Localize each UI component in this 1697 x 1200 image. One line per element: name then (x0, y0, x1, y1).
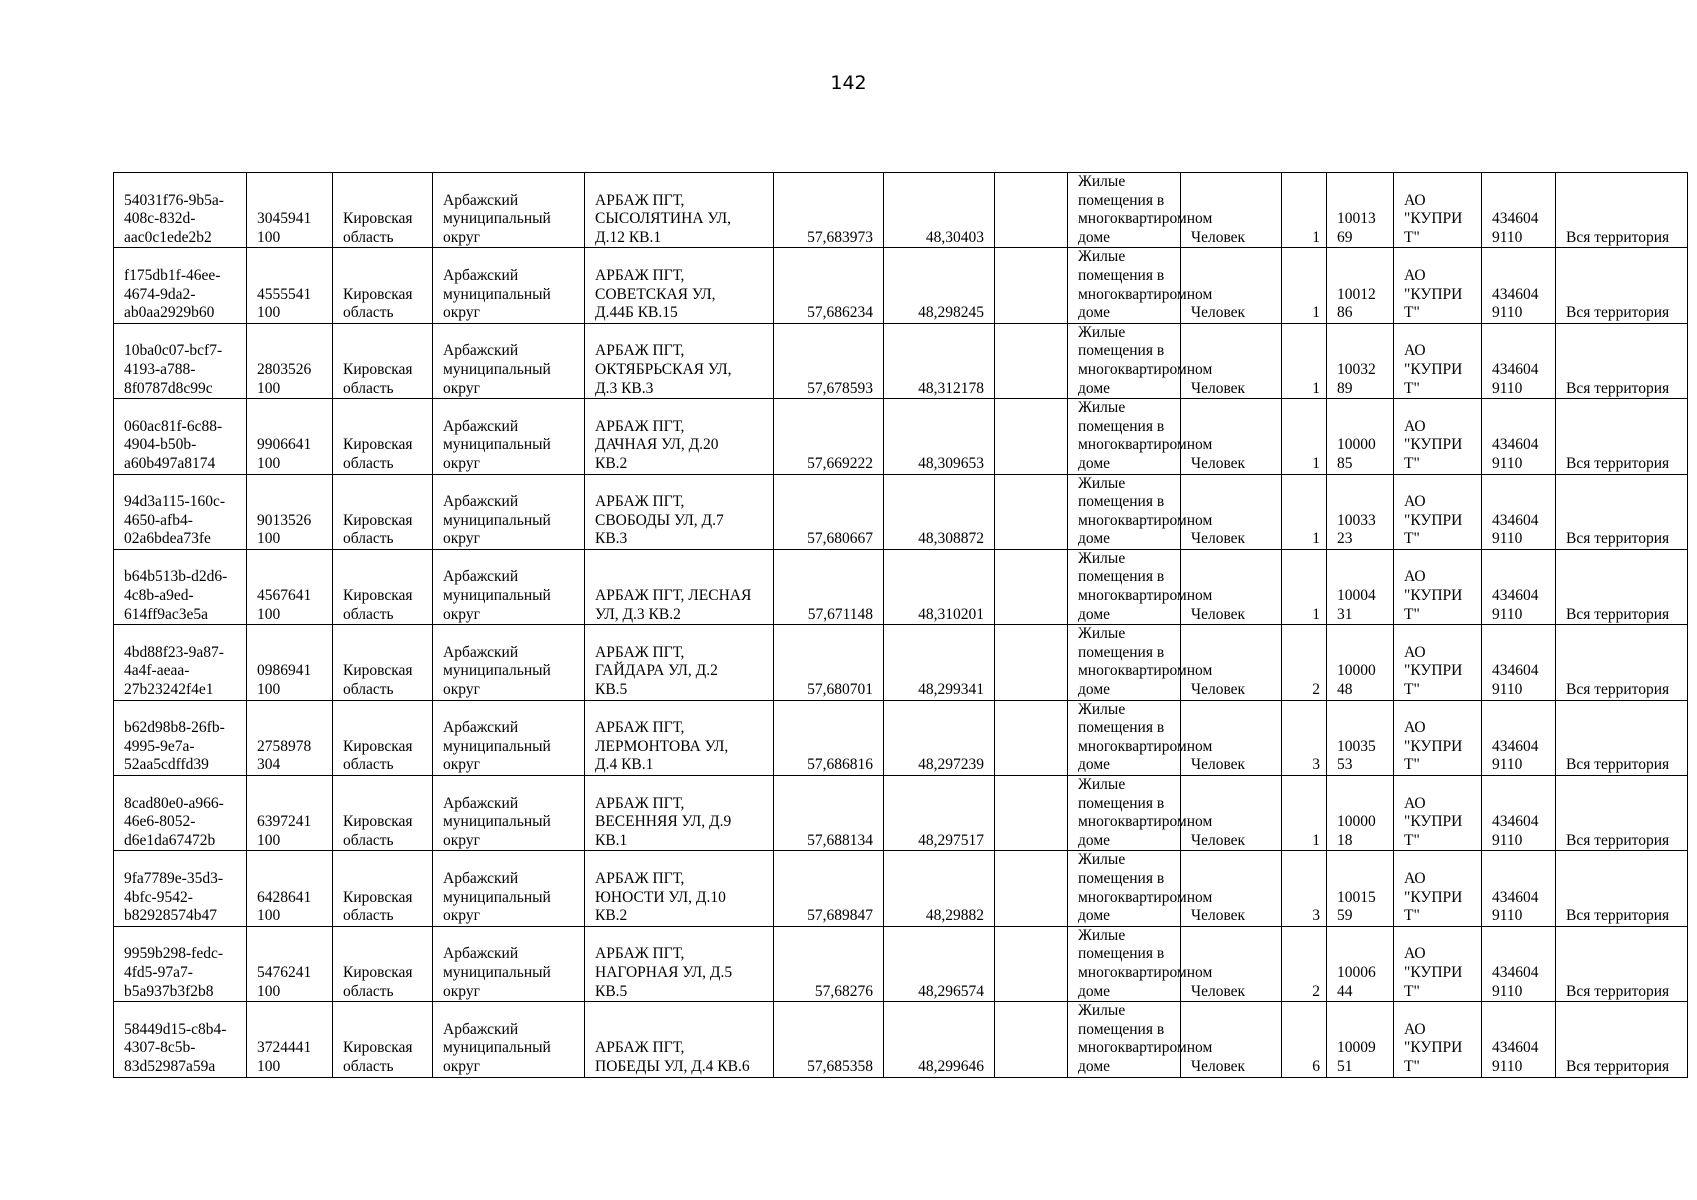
territory-cell: Вся территория (1556, 926, 1688, 1001)
code-cell: 9906641 100 (247, 399, 333, 474)
unit-cell: Человек (1181, 776, 1282, 851)
latitude-cell: 57,685358 (774, 1002, 884, 1077)
table-row (114, 399, 1688, 474)
code-cell: 2803526 100 (247, 323, 333, 398)
record-id-cell: 060ac81f-6c88- 4904-b50b- a60b497a8174 (114, 399, 247, 474)
unit-cell: Человек (1181, 323, 1282, 398)
region-cell: Кировская область (333, 1002, 433, 1077)
district-cell: Арбажский муниципальный округ (433, 776, 585, 851)
premises-type-cell: Жилые помещения в многоквартиромном доме (1068, 474, 1181, 549)
organization-cell: АО "КУПРИ Т" (1394, 323, 1482, 398)
empty-cell (995, 474, 1068, 549)
count-cell: 2 (1282, 926, 1327, 1001)
number-cell: 10000 48 (1327, 625, 1394, 700)
latitude-cell: 57,688134 (774, 776, 884, 851)
empty-cell (995, 248, 1068, 323)
record-id-cell: b62d98b8-26fb- 4995-9e7a- 52aa5cdffd39 (114, 700, 247, 775)
record-id-cell: 94d3a115-160c- 4650-afb4- 02a6bdea73fe (114, 474, 247, 549)
district-cell: Арбажский муниципальный округ (433, 399, 585, 474)
premises-type-cell: Жилые помещения в многоквартиромном доме (1068, 549, 1181, 624)
region-cell: Кировская область (333, 248, 433, 323)
longitude-cell: 48,310201 (884, 549, 995, 624)
number-cell: 10009 51 (1327, 1002, 1394, 1077)
address-cell: АРБАЖ ПГТ, ГАЙДАРА УЛ, Д.2 КВ.5 (585, 625, 774, 700)
longitude-cell: 48,296574 (884, 926, 995, 1001)
code-cell: 4555541 100 (247, 248, 333, 323)
latitude-cell: 57,68276 (774, 926, 884, 1001)
code-cell: 2758978 304 (247, 700, 333, 775)
district-cell: Арбажский муниципальный округ (433, 1002, 585, 1077)
address-cell: АРБАЖ ПГТ, ЮНОСТИ УЛ, Д.10 КВ.2 (585, 851, 774, 926)
count-cell: 1 (1282, 549, 1327, 624)
longitude-cell: 48,309653 (884, 399, 995, 474)
premises-type-cell: Жилые помещения в многоквартиромном доме (1068, 399, 1181, 474)
empty-cell (995, 926, 1068, 1001)
territory-cell: Вся территория (1556, 625, 1688, 700)
table-row (114, 926, 1688, 1001)
code-cell: 4567641 100 (247, 549, 333, 624)
latitude-cell: 57,689847 (774, 851, 884, 926)
organization-cell: АО "КУПРИ Т" (1394, 851, 1482, 926)
district-cell: Арбажский муниципальный округ (433, 323, 585, 398)
district-cell: Арбажский муниципальный округ (433, 549, 585, 624)
region-cell: Кировская область (333, 926, 433, 1001)
inn-cell: 434604 9110 (1482, 926, 1556, 1001)
code-cell: 6428641 100 (247, 851, 333, 926)
territory-cell: Вся территория (1556, 851, 1688, 926)
empty-cell (995, 625, 1068, 700)
table-row (114, 700, 1688, 775)
number-cell: 10006 44 (1327, 926, 1394, 1001)
record-id-cell: 9fa7789e-35d3- 4bfc-9542- b82928574b47 (114, 851, 247, 926)
record-id-cell: 4bd88f23-9a87- 4a4f-aeaa- 27b23242f4e1 (114, 625, 247, 700)
inn-cell: 434604 9110 (1482, 549, 1556, 624)
inn-cell: 434604 9110 (1482, 474, 1556, 549)
record-id-cell: f175db1f-46ee- 4674-9da2- ab0aa2929b60 (114, 248, 247, 323)
table-row (114, 173, 1688, 248)
empty-cell (995, 323, 1068, 398)
address-cell: АРБАЖ ПГТ, ЛЕСНАЯ УЛ, Д.3 КВ.2 (585, 549, 774, 624)
longitude-cell: 48,308872 (884, 474, 995, 549)
district-cell: Арбажский муниципальный округ (433, 926, 585, 1001)
count-cell: 1 (1282, 399, 1327, 474)
count-cell: 1 (1282, 776, 1327, 851)
address-cell: АРБАЖ ПГТ, ВЕСЕННЯЯ УЛ, Д.9 КВ.1 (585, 776, 774, 851)
address-cell: АРБАЖ ПГТ, ПОБЕДЫ УЛ, Д.4 КВ.6 (585, 1002, 774, 1077)
longitude-cell: 48,299646 (884, 1002, 995, 1077)
region-cell: Кировская область (333, 474, 433, 549)
code-cell: 9013526 100 (247, 474, 333, 549)
territory-cell: Вся территория (1556, 323, 1688, 398)
longitude-cell: 48,297239 (884, 700, 995, 775)
count-cell: 3 (1282, 851, 1327, 926)
district-cell: Арбажский муниципальный округ (433, 700, 585, 775)
longitude-cell: 48,29882 (884, 851, 995, 926)
address-cell: АРБАЖ ПГТ, СЫСОЛЯТИНА УЛ, Д.12 КВ.1 (585, 173, 774, 248)
territory-cell: Вся территория (1556, 776, 1688, 851)
organization-cell: АО "КУПРИ Т" (1394, 248, 1482, 323)
inn-cell: 434604 9110 (1482, 1002, 1556, 1077)
record-id-cell: 9959b298-fedc- 4fd5-97a7- b5a937b3f2b8 (114, 926, 247, 1001)
number-cell: 10015 59 (1327, 851, 1394, 926)
unit-cell: Человек (1181, 700, 1282, 775)
longitude-cell: 48,297517 (884, 776, 995, 851)
page-number: 142 (830, 72, 867, 94)
territory-cell: Вся территория (1556, 1002, 1688, 1077)
organization-cell: АО "КУПРИ Т" (1394, 776, 1482, 851)
region-cell: Кировская область (333, 700, 433, 775)
address-cell: АРБАЖ ПГТ, СВОБОДЫ УЛ, Д.7 КВ.3 (585, 474, 774, 549)
empty-cell (995, 549, 1068, 624)
region-cell: Кировская область (333, 173, 433, 248)
number-cell: 10000 85 (1327, 399, 1394, 474)
district-cell: Арбажский муниципальный округ (433, 474, 585, 549)
unit-cell: Человек (1181, 248, 1282, 323)
table-row (114, 1002, 1688, 1077)
longitude-cell: 48,299341 (884, 625, 995, 700)
region-cell: Кировская область (333, 323, 433, 398)
premises-type-cell: Жилые помещения в многоквартиромном доме (1068, 776, 1181, 851)
longitude-cell: 48,298245 (884, 248, 995, 323)
address-cell: АРБАЖ ПГТ, ОКТЯБРЬСКАЯ УЛ, Д.3 КВ.3 (585, 323, 774, 398)
record-id-cell: 54031f76-9b5a- 408c-832d- aac0c1ede2b2 (114, 173, 247, 248)
latitude-cell: 57,680701 (774, 625, 884, 700)
number-cell: 10004 31 (1327, 549, 1394, 624)
organization-cell: АО "КУПРИ Т" (1394, 173, 1482, 248)
premises-type-cell: Жилые помещения в многоквартиромном доме (1068, 248, 1181, 323)
record-id-cell: b64b513b-d2d6- 4c8b-a9ed- 614ff9ac3e5a (114, 549, 247, 624)
region-cell: Кировская область (333, 851, 433, 926)
code-cell: 3724441 100 (247, 1002, 333, 1077)
number-cell: 10032 89 (1327, 323, 1394, 398)
count-cell: 1 (1282, 248, 1327, 323)
longitude-cell: 48,30403 (884, 173, 995, 248)
premises-type-cell: Жилые помещения в многоквартиромном доме (1068, 625, 1181, 700)
inn-cell: 434604 9110 (1482, 323, 1556, 398)
territory-cell: Вся территория (1556, 173, 1688, 248)
premises-type-cell: Жилые помещения в многоквартиромном доме (1068, 1002, 1181, 1077)
latitude-cell: 57,683973 (774, 173, 884, 248)
premises-type-cell: Жилые помещения в многоквартиромном доме (1068, 173, 1181, 248)
table-row (114, 248, 1688, 323)
inn-cell: 434604 9110 (1482, 173, 1556, 248)
premises-type-cell: Жилые помещения в многоквартиромном доме (1068, 700, 1181, 775)
registry-table (113, 172, 1688, 1078)
territory-cell: Вся территория (1556, 474, 1688, 549)
unit-cell: Человек (1181, 399, 1282, 474)
inn-cell: 434604 9110 (1482, 399, 1556, 474)
organization-cell: АО "КУПРИ Т" (1394, 700, 1482, 775)
region-cell: Кировская область (333, 549, 433, 624)
empty-cell (995, 700, 1068, 775)
number-cell: 10035 53 (1327, 700, 1394, 775)
inn-cell: 434604 9110 (1482, 851, 1556, 926)
unit-cell: Человек (1181, 851, 1282, 926)
organization-cell: АО "КУПРИ Т" (1394, 549, 1482, 624)
address-cell: АРБАЖ ПГТ, ЛЕРМОНТОВА УЛ, Д.4 КВ.1 (585, 700, 774, 775)
latitude-cell: 57,680667 (774, 474, 884, 549)
territory-cell: Вся территория (1556, 700, 1688, 775)
district-cell: Арбажский муниципальный округ (433, 248, 585, 323)
unit-cell: Человек (1181, 173, 1282, 248)
unit-cell: Человек (1181, 926, 1282, 1001)
code-cell: 0986941 100 (247, 625, 333, 700)
count-cell: 2 (1282, 625, 1327, 700)
empty-cell (995, 399, 1068, 474)
address-cell: АРБАЖ ПГТ, ДАЧНАЯ УЛ, Д.20 КВ.2 (585, 399, 774, 474)
longitude-cell: 48,312178 (884, 323, 995, 398)
latitude-cell: 57,669222 (774, 399, 884, 474)
table-row (114, 776, 1688, 851)
number-cell: 10033 23 (1327, 474, 1394, 549)
registry-table-body (114, 173, 1688, 1078)
number-cell: 10000 18 (1327, 776, 1394, 851)
territory-cell: Вся территория (1556, 399, 1688, 474)
latitude-cell: 57,686816 (774, 700, 884, 775)
empty-cell (995, 851, 1068, 926)
territory-cell: Вся территория (1556, 248, 1688, 323)
territory-cell: Вся территория (1556, 549, 1688, 624)
latitude-cell: 57,686234 (774, 248, 884, 323)
district-cell: Арбажский муниципальный округ (433, 173, 585, 248)
empty-cell (995, 173, 1068, 248)
count-cell: 1 (1282, 173, 1327, 248)
table-row (114, 625, 1688, 700)
region-cell: Кировская область (333, 399, 433, 474)
inn-cell: 434604 9110 (1482, 700, 1556, 775)
inn-cell: 434604 9110 (1482, 625, 1556, 700)
organization-cell: АО "КУПРИ Т" (1394, 1002, 1482, 1077)
district-cell: Арбажский муниципальный округ (433, 851, 585, 926)
count-cell: 1 (1282, 474, 1327, 549)
record-id-cell: 58449d15-c8b4- 4307-8c5b- 83d52987a59a (114, 1002, 247, 1077)
table-row (114, 474, 1688, 549)
region-cell: Кировская область (333, 776, 433, 851)
organization-cell: АО "КУПРИ Т" (1394, 926, 1482, 1001)
code-cell: 3045941 100 (247, 173, 333, 248)
address-cell: АРБАЖ ПГТ, СОВЕТСКАЯ УЛ, Д.44Б КВ.15 (585, 248, 774, 323)
count-cell: 1 (1282, 323, 1327, 398)
organization-cell: АО "КУПРИ Т" (1394, 399, 1482, 474)
record-id-cell: 10ba0c07-bcf7- 4193-a788- 8f0787d8c99c (114, 323, 247, 398)
code-cell: 6397241 100 (247, 776, 333, 851)
latitude-cell: 57,678593 (774, 323, 884, 398)
record-id-cell: 8cad80e0-a966- 46e6-8052- d6e1da67472b (114, 776, 247, 851)
number-cell: 10012 86 (1327, 248, 1394, 323)
unit-cell: Человек (1181, 625, 1282, 700)
premises-type-cell: Жилые помещения в многоквартиромном доме (1068, 851, 1181, 926)
inn-cell: 434604 9110 (1482, 776, 1556, 851)
table-row (114, 323, 1688, 398)
unit-cell: Человек (1181, 474, 1282, 549)
organization-cell: АО "КУПРИ Т" (1394, 625, 1482, 700)
region-cell: Кировская область (333, 625, 433, 700)
table-row (114, 549, 1688, 624)
empty-cell (995, 776, 1068, 851)
empty-cell (995, 1002, 1068, 1077)
number-cell: 10013 69 (1327, 173, 1394, 248)
premises-type-cell: Жилые помещения в многоквартиромном доме (1068, 926, 1181, 1001)
district-cell: Арбажский муниципальный округ (433, 625, 585, 700)
premises-type-cell: Жилые помещения в многоквартиромном доме (1068, 323, 1181, 398)
latitude-cell: 57,671148 (774, 549, 884, 624)
count-cell: 6 (1282, 1002, 1327, 1077)
inn-cell: 434604 9110 (1482, 248, 1556, 323)
count-cell: 3 (1282, 700, 1327, 775)
unit-cell: Человек (1181, 549, 1282, 624)
unit-cell: Человек (1181, 1002, 1282, 1077)
table-row (114, 851, 1688, 926)
code-cell: 5476241 100 (247, 926, 333, 1001)
address-cell: АРБАЖ ПГТ, НАГОРНАЯ УЛ, Д.5 КВ.5 (585, 926, 774, 1001)
organization-cell: АО "КУПРИ Т" (1394, 474, 1482, 549)
